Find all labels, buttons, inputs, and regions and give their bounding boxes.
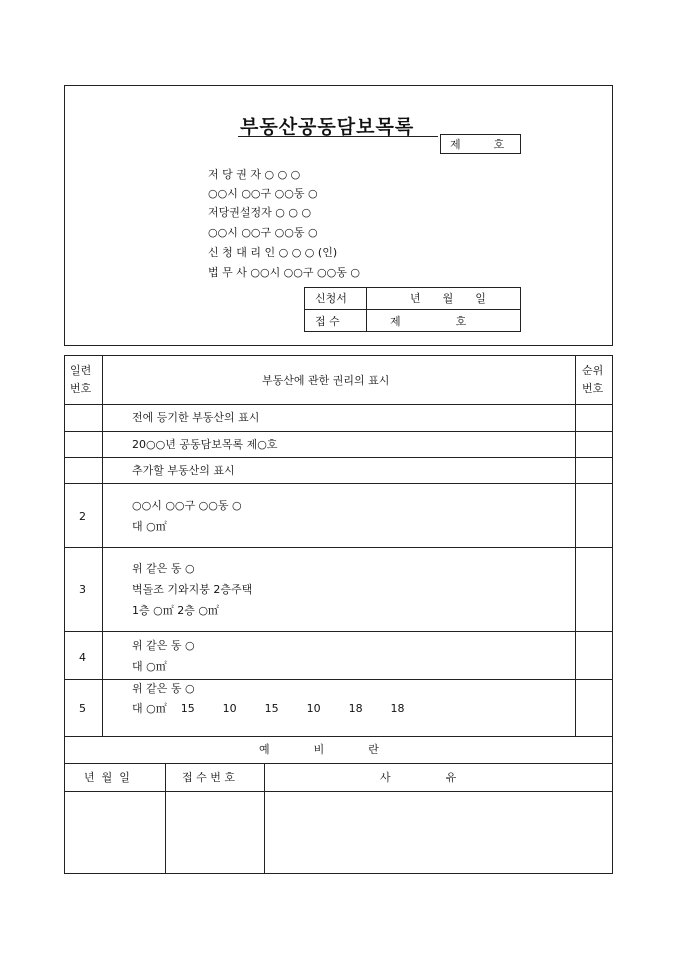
row-text-previous-property: 전에 등기한 부동산의 표시: [132, 411, 260, 424]
document-title: 부동산공동담보목록: [240, 116, 415, 138]
row-text-added-property: 추가할 부동산의 표시: [132, 464, 235, 477]
row-line: [64, 431, 613, 432]
row-line-1: ○○시 ○○구 ○○동 ○: [132, 499, 242, 512]
row-line-1: 위 같은 동 ○: [132, 682, 195, 695]
receipt-value-date: 년 월 일: [410, 292, 486, 305]
remarks-col-divider-1: [165, 763, 166, 874]
row-line-1: 위 같은 동 ○: [132, 562, 195, 575]
agent-line: 신 청 대 리 인 ○ ○ ○ (인): [208, 246, 338, 259]
row-line: [64, 457, 613, 458]
col-header-order-2: 번호: [582, 382, 604, 395]
mortgagee-line: 저 당 권 자 ○ ○ ○: [208, 168, 301, 181]
row-line-3: 1층 ○㎡ 2층 ○㎡: [132, 604, 219, 617]
row-line: [64, 404, 613, 405]
row-line: [64, 483, 613, 484]
mortgagor-line: 저당권설정자 ○ ○ ○: [208, 206, 312, 219]
row-line: [64, 547, 613, 548]
row-number: 3: [79, 583, 86, 596]
row-text-joint-collateral: 20○○년 공동담보목록 제○호: [132, 438, 278, 451]
remarks-title-line: [64, 763, 613, 764]
mortgagee-address: ○○시 ○○구 ○○동 ○: [208, 187, 318, 200]
row-line-2: 대 ○㎡ 15 10 15 10 18 18: [132, 702, 405, 715]
remarks-header-line: [64, 791, 613, 792]
row-line: [64, 679, 613, 680]
receipt-col-divider: [366, 287, 367, 332]
law-firm-line: 법 무 사 ○○시 ○○구 ○○동 ○: [208, 266, 360, 279]
row-number: 2: [79, 510, 86, 523]
receipt-label-application: 신청서: [315, 292, 347, 305]
col-header-main: 부동산에 관한 권리의 표시: [262, 374, 390, 387]
title-underline: [238, 136, 438, 137]
row-line-2: 대 ○㎡: [132, 520, 167, 533]
col-header-serial-1: 일련: [70, 364, 92, 377]
receipt-label-receipt: 접 수: [315, 315, 340, 328]
remarks-col-divider-2: [264, 763, 265, 874]
row-number: 5: [79, 702, 86, 715]
remarks-col-reason: 사 유: [380, 771, 457, 784]
remarks-title: 예 비 란: [259, 743, 379, 756]
number-box-label: 제 호: [450, 138, 505, 151]
remarks-col-date: 년 월 일: [84, 771, 130, 784]
row-line: [64, 736, 613, 737]
row-line-1: 위 같은 동 ○: [132, 639, 195, 652]
col-header-order-1: 순위: [582, 364, 604, 377]
remarks-col-receipt: 접 수 번 호: [182, 771, 235, 784]
receipt-value-number: 제 호: [390, 315, 467, 328]
receipt-divider: [304, 309, 521, 310]
mortgagor-address: ○○시 ○○구 ○○동 ○: [208, 226, 318, 239]
row-line: [64, 631, 613, 632]
row-number: 4: [79, 651, 86, 664]
row-line-2: 대 ○㎡: [132, 660, 167, 673]
col-header-serial-2: 번호: [70, 382, 92, 395]
row-line-2: 벽돌조 기와지붕 2층주택: [132, 583, 253, 596]
